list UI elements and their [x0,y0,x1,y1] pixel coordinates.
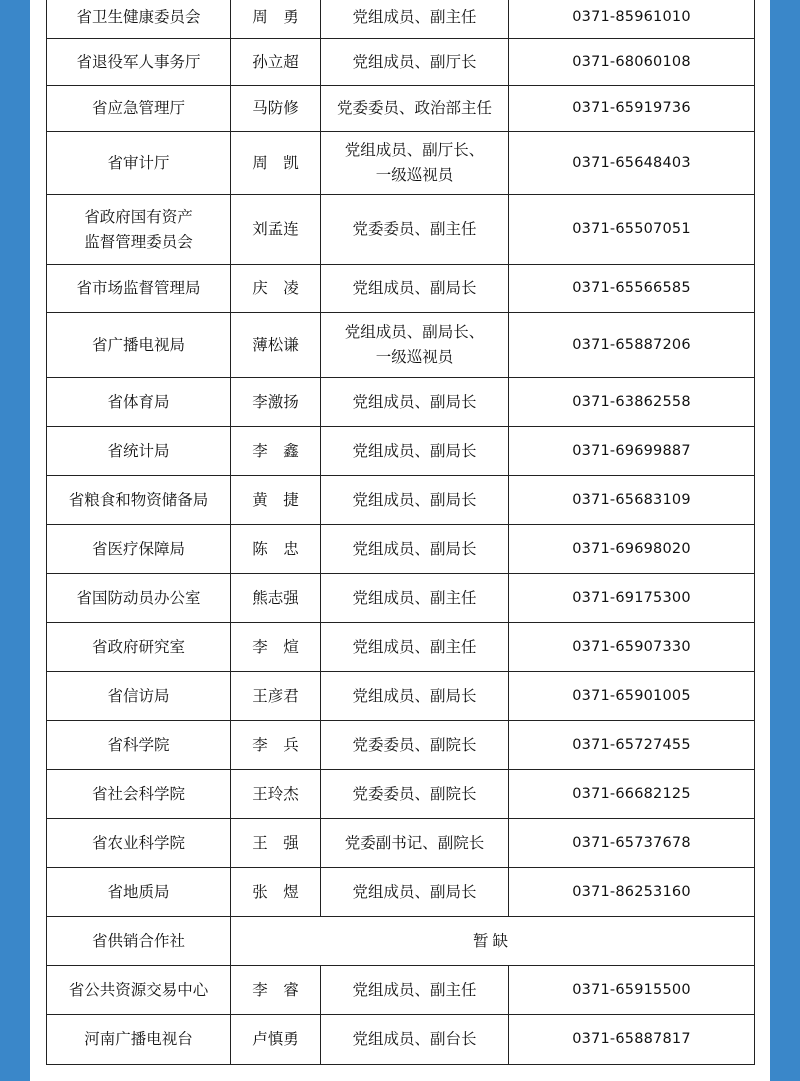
position-cell [321,86,509,132]
unit-cell-line: 省退役军人事务厅 [76,52,201,71]
unit-cell [47,917,231,966]
phone-cell: 0371-65919736 [509,86,755,132]
unit-cell-line: 省广播电视局 [91,335,185,354]
phone-cell: 0371-86253160 [509,868,755,917]
position-cell-line: 党委委员、政治部主任 [336,99,492,117]
position-cell-line: 党组成员、副厅长 [352,52,477,71]
unit-cell [47,378,231,427]
position-cell-line: 党组成员、副局长 [352,279,477,297]
name-cell: 薄松谦 [231,313,321,378]
unit-cell-line: 省社会科学院 [91,784,185,803]
unit-cell-line: 省公共资源交易中心 [68,980,209,999]
phone-cell: 0371-65648403 [509,132,755,195]
position-cell-line: 党组成员、副厅长、 [344,141,485,159]
phone-cell: 0371-65683109 [509,476,755,525]
position-cell-line: 一级巡视员 [375,166,454,184]
table-row [47,427,755,476]
name-cell: 熊志强 [231,574,321,623]
name-cell: 周 勇 [231,0,321,39]
phone-cell: 0371-65887817 [509,1015,755,1065]
table-row [47,265,755,313]
table-row [47,917,755,966]
position-cell-line: 党组成员、副局长、 [344,323,485,341]
name-cell: 李 煊 [231,623,321,672]
table-row [47,1015,755,1065]
unit-cell [47,39,231,86]
unit-cell [47,427,231,476]
position-cell-line: 党组成员、副局长 [352,882,477,901]
phone-cell: 0371-65887206 [509,313,755,378]
position-cell [321,868,509,917]
unit-cell [47,623,231,672]
table-row [47,574,755,623]
position-cell-line: 党委委员、副院长 [352,735,477,754]
name-cell: 卢慎勇 [231,1015,321,1065]
table-row [47,132,755,195]
unit-cell-line: 省信访局 [107,686,170,705]
table-row [47,672,755,721]
table-row [47,721,755,770]
table-row [47,525,755,574]
name-cell: 黄 捷 [231,476,321,525]
position-cell-line: 党组成员、副主任 [352,637,477,656]
name-cell: 李 睿 [231,966,321,1015]
unit-cell-line: 省市场监督管理局 [76,279,201,297]
position-cell [321,770,509,819]
unit-cell [47,966,231,1015]
table-row [47,378,755,427]
unit-cell-line: 省政府研究室 [91,637,185,656]
position-cell [321,427,509,476]
table-row [47,86,755,132]
unit-cell [47,721,231,770]
unit-cell-line: 监督管理委员会 [84,232,193,251]
name-cell: 周 凯 [231,132,321,195]
unit-cell-line: 省农业科学院 [91,833,185,852]
table-row [47,313,755,378]
name-cell: 庆 凌 [231,265,321,313]
phone-cell: 0371-65915500 [509,966,755,1015]
unit-cell [47,672,231,721]
unit-cell-line: 河南广播电视台 [84,1030,193,1048]
table-row [47,770,755,819]
unit-cell [47,525,231,574]
unit-cell [47,313,231,378]
unit-cell [47,0,231,39]
unit-cell [47,476,231,525]
position-cell [321,476,509,525]
contact-table-body [47,0,755,1065]
name-cell: 马防修 [231,86,321,132]
phone-cell: 0371-69698020 [509,525,755,574]
unit-cell-line: 省国防动员办公室 [76,588,201,607]
position-cell [321,721,509,770]
contact-table [46,0,755,1065]
position-cell [321,313,509,378]
name-cell: 王玲杰 [231,770,321,819]
unit-cell [47,868,231,917]
position-cell [321,525,509,574]
name-cell: 孙立超 [231,39,321,86]
name-cell: 王彦君 [231,672,321,721]
phone-cell: 0371-65727455 [509,721,755,770]
position-cell-line: 党组成员、副主任 [352,8,477,26]
position-cell-line: 党组成员、副主任 [352,980,477,999]
phone-cell: 0371-69175300 [509,574,755,623]
position-cell [321,672,509,721]
unit-cell-line: 省医疗保障局 [91,539,185,558]
phone-cell: 0371-65507051 [509,195,755,265]
phone-cell: 0371-65566585 [509,265,755,313]
table-row [47,623,755,672]
vacant-cell: 暂缺 [231,917,755,966]
unit-cell [47,86,231,132]
table-row [47,0,755,39]
name-cell: 李激扬 [231,378,321,427]
position-cell-line: 党组成员、副台长 [352,1030,477,1048]
unit-cell-line: 省体育局 [107,392,170,411]
table-row [47,966,755,1015]
position-cell [321,265,509,313]
position-cell-line: 党组成员、副局长 [352,490,477,509]
position-cell-line: 党委委员、副主任 [352,220,477,238]
position-cell [321,378,509,427]
unit-cell [47,1015,231,1065]
phone-cell: 0371-65737678 [509,819,755,868]
unit-cell-line: 省统计局 [107,441,170,460]
name-cell: 张 煜 [231,868,321,917]
position-cell [321,1015,509,1065]
phone-cell: 0371-85961010 [509,0,755,39]
position-cell-line: 党委副书记、副院长 [344,833,485,852]
table-row [47,39,755,86]
position-cell-line: 党组成员、副局长 [352,539,477,558]
position-cell-line: 党委委员、副院长 [352,784,477,803]
name-cell: 李 鑫 [231,427,321,476]
unit-cell-line: 省粮食和物资储备局 [68,490,209,509]
unit-cell-line: 省审计厅 [107,153,170,172]
phone-cell: 0371-69699887 [509,427,755,476]
position-cell-line: 党组成员、副主任 [352,588,477,607]
unit-cell-line: 省政府国有资产 [84,207,193,226]
phone-cell: 0371-68060108 [509,39,755,86]
name-cell: 刘孟连 [231,195,321,265]
name-cell: 陈 忠 [231,525,321,574]
unit-cell [47,132,231,195]
unit-cell-line: 省供销合作社 [91,931,185,950]
position-cell [321,574,509,623]
position-cell [321,966,509,1015]
unit-cell-line: 省地质局 [107,882,170,901]
table-row [47,476,755,525]
phone-cell: 0371-66682125 [509,770,755,819]
unit-cell-line: 省卫生健康委员会 [76,8,201,26]
unit-cell [47,770,231,819]
position-cell [321,819,509,868]
unit-cell-line: 省科学院 [107,735,170,754]
phone-cell: 0371-63862558 [509,378,755,427]
table-row [47,868,755,917]
phone-cell: 0371-65901005 [509,672,755,721]
unit-cell [47,265,231,313]
position-cell [321,0,509,39]
position-cell [321,623,509,672]
name-cell: 李 兵 [231,721,321,770]
position-cell-line: 一级巡视员 [375,348,454,366]
position-cell [321,195,509,265]
position-cell-line: 党组成员、副局长 [352,441,477,460]
position-cell [321,39,509,86]
unit-cell [47,819,231,868]
position-cell-line: 党组成员、副局长 [352,392,477,411]
unit-cell [47,574,231,623]
table-row [47,195,755,265]
position-cell-line: 党组成员、副局长 [352,686,477,705]
position-cell [321,132,509,195]
phone-cell: 0371-65907330 [509,623,755,672]
table-row [47,819,755,868]
name-cell: 王 强 [231,819,321,868]
unit-cell [47,195,231,265]
unit-cell-line: 省应急管理厅 [91,99,185,117]
